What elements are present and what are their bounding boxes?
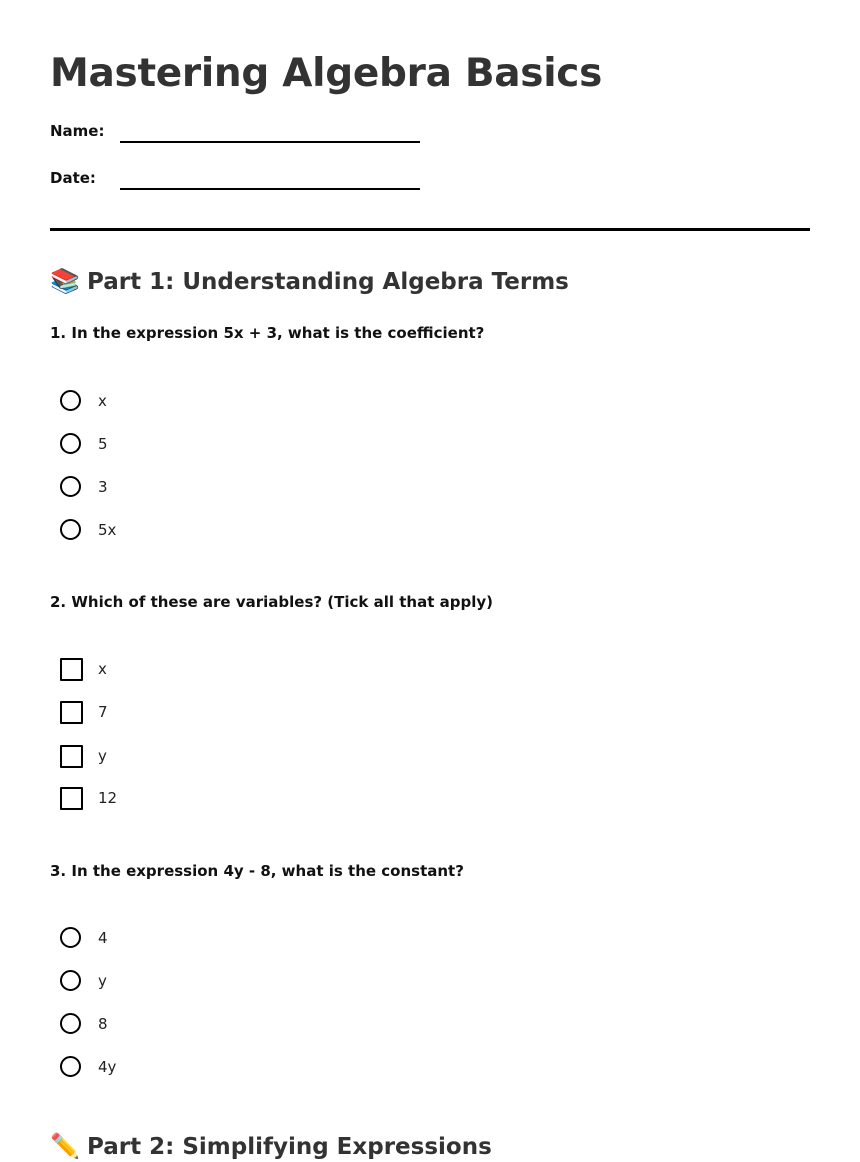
question-1-option-1[interactable] xyxy=(60,390,360,416)
checkbox[interactable] xyxy=(60,658,83,681)
question-1-option-4[interactable] xyxy=(60,519,360,545)
radio-button[interactable] xyxy=(60,1056,81,1077)
name-input-line[interactable] xyxy=(120,141,420,143)
question-1-option-2[interactable] xyxy=(60,433,360,459)
radio-button[interactable] xyxy=(60,390,81,411)
radio-button[interactable] xyxy=(60,927,81,948)
radio-button[interactable] xyxy=(60,970,81,991)
part-2-title: Part 2: Simplifying Expressions xyxy=(87,1134,492,1160)
option-label: y xyxy=(98,747,107,765)
date-field[interactable] xyxy=(50,168,450,192)
part-1-title: Part 1: Understanding Algebra Terms xyxy=(87,269,569,295)
question-3-option-2[interactable] xyxy=(60,970,360,996)
checkbox[interactable] xyxy=(60,701,83,724)
pencil-icon: ✏️ xyxy=(50,1132,80,1160)
radio-button[interactable] xyxy=(60,1013,81,1034)
radio-button[interactable] xyxy=(60,433,81,454)
option-label: 3 xyxy=(98,478,108,496)
date-input-line[interactable] xyxy=(120,188,420,190)
question-3-text: 3. In the expression 4y - 8, what is the constant? xyxy=(50,862,464,880)
option-label: 7 xyxy=(98,703,108,721)
question-3-option-3[interactable] xyxy=(60,1013,360,1039)
radio-button[interactable] xyxy=(60,476,81,497)
question-3-option-1[interactable] xyxy=(60,927,360,953)
part-2-heading xyxy=(50,1131,492,1162)
question-3-option-4[interactable] xyxy=(60,1056,360,1082)
option-label: y xyxy=(98,972,107,990)
checkbox[interactable] xyxy=(60,745,83,768)
question-2-text: 2. Which of these are variables? (Tick all that apply) xyxy=(50,593,493,611)
option-label: 5x xyxy=(98,521,117,539)
checkbox[interactable] xyxy=(60,787,83,810)
question-1-text: 1. In the expression 5x + 3, what is the coefficient? xyxy=(50,324,485,342)
option-label: 4y xyxy=(98,1058,117,1076)
name-label: Name: xyxy=(50,122,105,140)
question-1-option-3[interactable] xyxy=(60,476,360,502)
books-icon: 📚 xyxy=(50,267,80,295)
question-2-option-1[interactable] xyxy=(60,658,360,684)
radio-button[interactable] xyxy=(60,519,81,540)
worksheet-title: Mastering Algebra Basics xyxy=(50,51,603,96)
option-label: x xyxy=(98,392,107,410)
name-field[interactable] xyxy=(50,121,450,145)
option-label: x xyxy=(98,660,107,678)
question-2-option-3[interactable] xyxy=(60,745,360,771)
header-divider xyxy=(50,228,810,231)
question-2-option-4[interactable] xyxy=(60,787,360,813)
question-2-option-2[interactable] xyxy=(60,701,360,727)
option-label: 4 xyxy=(98,929,108,947)
part-1-heading xyxy=(50,266,569,297)
option-label: 8 xyxy=(98,1015,108,1033)
date-label: Date: xyxy=(50,169,96,187)
option-label: 12 xyxy=(98,789,118,807)
option-label: 5 xyxy=(98,435,108,453)
